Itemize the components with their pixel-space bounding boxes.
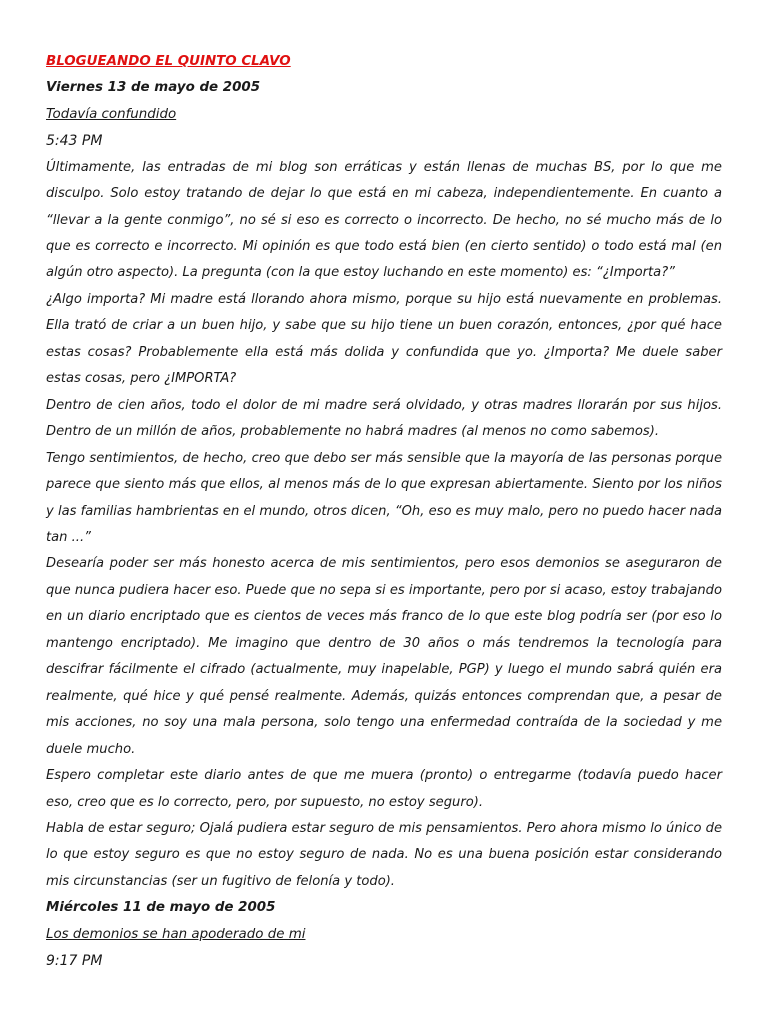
entry-date: Miércoles 11 de mayo de 2005 [46,900,276,916]
entry-time: 5:43 PM [46,133,103,150]
entry-subject: Los demonios se han apoderado de mi [46,926,306,942]
entry-paragraph: Dentro de cien años, todo el dolor de mi madre será olvidado, y otras madres llorarán por sus hijos. Dentro de un millón de años, probablemente no habrá madres (al menos no como sabemos). [46,397,722,440]
entry-paragraph: Tengo sentimientos, de hecho, creo que debo ser más sensible que la mayoría de las personas porque parece que siento más que ellos, al menos más de lo que expresan abiertamente. Siento por los niños y las familias hambrientas en el mundo, otros dicen, “Oh, eso es muy malo, pero no puedo hacer nada tan ...” [46,450,722,545]
blog-title: BLOGUEANDO EL QUINTO CLAVO [46,54,291,69]
entry-paragraph: Desearía poder ser más honesto acerca de mis sentimientos, pero esos demonios se aseguraron de que nunca pudiera hacer eso. Puede que no sepa si es importante, pero por si acaso, estoy trabajando en un diario encriptado que es cientos de veces más franco de lo que este blog podría ser (por eso lo mantengo encriptado). Me imagino que dentro de 30 años o más tendremos la tecnología para descifrar fácilmente el cifrado (actualmente, muy inapelable, PGP) y luego el mundo sabrá quién era realmente, qué hice y qué pensé realmente. Además, quizás entonces comprendan que, a pesar de mis acciones, no soy una mala persona, solo tengo una enfermedad contraída de la sociedad y me duele mucho. [46,556,722,757]
entry-paragraph: Habla de estar seguro; Ojalá pudiera estar seguro de mis pensamientos. Pero ahora mismo lo único de lo que estoy seguro es que no estoy seguro de nada. No es una buena posición estar considerando mis circunstancias (ser un fugitivo de felonía y todo). [46,820,722,889]
entry-paragraph: Espero completar este diario antes de que me muera (pronto) o entregarme (todavía puedo hacer eso, creo que es lo correcto, pero, por supuesto, no estoy seguro). [46,768,722,810]
entry-time: 9:17 PM [46,953,103,970]
entry-paragraph: ¿Algo importa? Mi madre está llorando ahora mismo, porque su hijo está nuevamente en problemas. Ella trató de criar a un buen hijo, y sabe que su hijo tiene un buen corazón, entonces, ¿por qué hace estas cosas? Probablemente ella está más dolida y confundida que yo. ¿Importa? Me duele saber estas cosas, pero ¿IMPORTA? [46,291,722,387]
entry-subject: Todavía confundido [46,106,177,122]
entry-date: Viernes 13 de mayo de 2005 [46,80,261,96]
entry-paragraph: Últimamente, las entradas de mi blog son erráticas y están llenas de muchas BS, por lo que me disculpo. Solo estoy tratando de dejar lo que está en mi cabeza, independientemente. En cuanto a “llevar a la gente conmigo”, no sé si eso es correcto o incorrecto. De hecho, no sé mucho más de lo que es correcto e incorrecto. Mi opinión es que todo está bien (en cierto sentido) o todo está mal (en algún otro aspecto). La pregunta (con la que estoy luchando en este momento) es: “¿Importa?” [46,159,722,281]
